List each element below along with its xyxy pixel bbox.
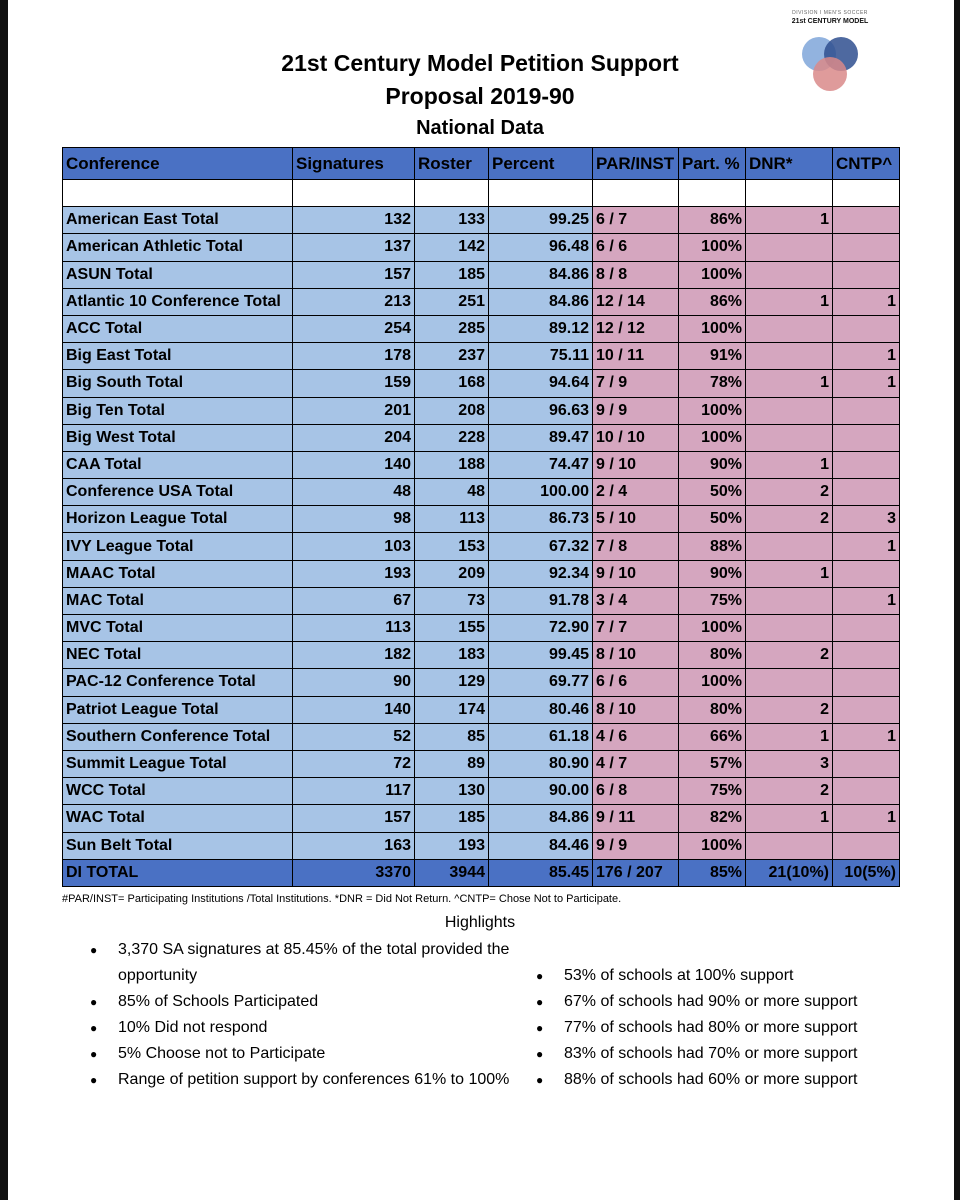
table-cell: 7 / 7: [593, 615, 679, 642]
table-cell: IVY League Total: [63, 533, 293, 560]
table-cell: 208: [415, 397, 489, 424]
table-cell: 12 / 12: [593, 315, 679, 342]
table-cell: 91%: [679, 343, 746, 370]
table-cell: [746, 261, 833, 288]
table-cell: 2: [746, 506, 833, 533]
table-row: [63, 479, 900, 506]
total-row: [63, 859, 900, 886]
table-cell: Southern Conference Total: [63, 723, 293, 750]
table-cell: 75.11: [489, 343, 593, 370]
table-cell: 213: [293, 288, 415, 315]
total-cell: 21(10%): [746, 859, 833, 886]
table-cell: 67.32: [489, 533, 593, 560]
total-cell: 3944: [415, 859, 489, 886]
table-cell: 61.18: [489, 723, 593, 750]
table-row: [63, 750, 900, 777]
list-item: ● 67% of schools had 90% or more support: [536, 989, 916, 1015]
left-edge: [0, 0, 8, 1200]
table-cell: 89: [415, 750, 489, 777]
footnote: #PAR/INST= Participating Institutions /Total Institutions. *DNR = Did Not Return. ^CNTP= Chose Not to Participate.: [62, 893, 622, 905]
table-cell: [746, 669, 833, 696]
table-row: [63, 261, 900, 288]
table-cell: 78%: [679, 370, 746, 397]
table-cell: 10 / 10: [593, 424, 679, 451]
page-title: 21st Century Model Petition Support: [281, 50, 679, 76]
table-cell: [833, 560, 900, 587]
table-cell: 89.47: [489, 424, 593, 451]
table-cell: [833, 642, 900, 669]
table-cell: 90%: [679, 560, 746, 587]
table-cell: [833, 261, 900, 288]
total-cell: 85%: [679, 859, 746, 886]
table-cell: 142: [415, 234, 489, 261]
table-cell: 1: [746, 560, 833, 587]
table-cell: 193: [293, 560, 415, 587]
table-row: [63, 424, 900, 451]
table-row: [63, 315, 900, 342]
table-row: [63, 615, 900, 642]
column-header: Signatures: [293, 148, 415, 180]
table-cell: [746, 587, 833, 614]
table-cell: 174: [415, 696, 489, 723]
table-cell: 12 / 14: [593, 288, 679, 315]
table-cell: 113: [415, 506, 489, 533]
table-cell: 90.00: [489, 778, 593, 805]
table-row: [63, 805, 900, 832]
table-cell: Big Ten Total: [63, 397, 293, 424]
list-item: ● 10% Did not respond: [90, 1015, 510, 1041]
table-cell: [746, 397, 833, 424]
page-title-line2: Proposal 2019-90: [385, 83, 575, 109]
table-cell: 10 / 11: [593, 343, 679, 370]
table-cell: 9 / 10: [593, 560, 679, 587]
table-cell: 251: [415, 288, 489, 315]
table-row: [63, 397, 900, 424]
table-cell: 96.48: [489, 234, 593, 261]
table-cell: 6 / 8: [593, 778, 679, 805]
column-header: Part. %: [679, 148, 746, 180]
table-cell: 2 / 4: [593, 479, 679, 506]
table-cell: 1: [833, 343, 900, 370]
table-cell: 100%: [679, 424, 746, 451]
table-cell: 157: [293, 261, 415, 288]
highlights-right-list: [536, 963, 916, 1093]
table-cell: 182: [293, 642, 415, 669]
table-cell: 168: [415, 370, 489, 397]
table-cell: [833, 234, 900, 261]
table-cell: 80%: [679, 696, 746, 723]
highlights-left-list: [90, 937, 510, 1093]
conference-data-table: [62, 147, 900, 887]
table-cell: 99.25: [489, 207, 593, 234]
table-cell: 153: [415, 533, 489, 560]
table-cell: 237: [415, 343, 489, 370]
table-cell: American East Total: [63, 207, 293, 234]
table-cell: Atlantic 10 Conference Total: [63, 288, 293, 315]
table-cell: 159: [293, 370, 415, 397]
table-cell: American Athletic Total: [63, 234, 293, 261]
table-cell: 201: [293, 397, 415, 424]
table-cell: 72.90: [489, 615, 593, 642]
table-cell: 67: [293, 587, 415, 614]
table-cell: 185: [415, 261, 489, 288]
table-cell: 163: [293, 832, 415, 859]
table-cell: 209: [415, 560, 489, 587]
table-cell: 2: [746, 479, 833, 506]
table-cell: 3: [833, 506, 900, 533]
table-cell: 80%: [679, 642, 746, 669]
table-cell: [746, 533, 833, 560]
table-cell: WCC Total: [63, 778, 293, 805]
table-cell: 74.47: [489, 451, 593, 478]
table-cell: ACC Total: [63, 315, 293, 342]
table-cell: 155: [415, 615, 489, 642]
table-cell: Big West Total: [63, 424, 293, 451]
table-cell: [746, 343, 833, 370]
table-cell: 91.78: [489, 587, 593, 614]
table-cell: [833, 397, 900, 424]
table-cell: 69.77: [489, 669, 593, 696]
table-cell: 100%: [679, 669, 746, 696]
table-cell: [833, 451, 900, 478]
table-cell: ASUN Total: [63, 261, 293, 288]
table-cell: 1: [833, 370, 900, 397]
table-cell: 88%: [679, 533, 746, 560]
table-cell: 99.45: [489, 642, 593, 669]
table-row: [63, 560, 900, 587]
table-cell: [833, 424, 900, 451]
table-cell: Patriot League Total: [63, 696, 293, 723]
table-cell: 1: [833, 288, 900, 315]
table-cell: NEC Total: [63, 642, 293, 669]
column-header: Conference: [63, 148, 293, 180]
blank-row: [63, 180, 900, 207]
table-cell: [833, 669, 900, 696]
table-cell: 100%: [679, 261, 746, 288]
list-item: ● 85% of Schools Participated: [90, 989, 510, 1015]
table-row: [63, 370, 900, 397]
table-cell: 86%: [679, 288, 746, 315]
column-header: DNR*: [746, 148, 833, 180]
table-cell: Big East Total: [63, 343, 293, 370]
table-row: [63, 778, 900, 805]
table-cell: [746, 315, 833, 342]
table-cell: 9 / 9: [593, 397, 679, 424]
table-cell: [833, 750, 900, 777]
table-cell: 7 / 9: [593, 370, 679, 397]
table-cell: 6 / 7: [593, 207, 679, 234]
table-cell: 8 / 10: [593, 642, 679, 669]
logo-subtitle: DIVISION I MEN'S SOCCER: [792, 10, 868, 16]
table-cell: 5 / 10: [593, 506, 679, 533]
column-header: Percent: [489, 148, 593, 180]
table-row: [63, 669, 900, 696]
table-cell: 9 / 9: [593, 832, 679, 859]
table-cell: 1: [833, 587, 900, 614]
table-cell: 1: [746, 288, 833, 315]
table-cell: 96.63: [489, 397, 593, 424]
table-cell: 100%: [679, 234, 746, 261]
table-cell: [833, 207, 900, 234]
table-cell: 157: [293, 805, 415, 832]
table-cell: [746, 424, 833, 451]
table-cell: 75%: [679, 778, 746, 805]
table-cell: 84.86: [489, 261, 593, 288]
table-cell: 183: [415, 642, 489, 669]
table-cell: 84.46: [489, 832, 593, 859]
table-row: [63, 533, 900, 560]
table-row: [63, 234, 900, 261]
table-cell: [833, 778, 900, 805]
table-cell: 4 / 6: [593, 723, 679, 750]
table-cell: 2: [746, 642, 833, 669]
table-cell: 140: [293, 696, 415, 723]
table-cell: 48: [415, 479, 489, 506]
table-cell: 117: [293, 778, 415, 805]
table-cell: 86.73: [489, 506, 593, 533]
table-cell: MAC Total: [63, 587, 293, 614]
table-cell: 94.64: [489, 370, 593, 397]
table-cell: [746, 832, 833, 859]
table-cell: 2: [746, 696, 833, 723]
table-cell: 85: [415, 723, 489, 750]
table-cell: 90%: [679, 451, 746, 478]
table-row: [63, 451, 900, 478]
list-item: ● 3,370 SA signatures at 85.45% of the total provided the opportunity: [90, 937, 510, 989]
table-cell: [833, 832, 900, 859]
table-cell: 100.00: [489, 479, 593, 506]
list-item: ● 83% of schools had 70% or more support: [536, 1041, 916, 1067]
table-cell: 82%: [679, 805, 746, 832]
table-cell: 1: [833, 805, 900, 832]
table-row: [63, 587, 900, 614]
total-cell: 176 / 207: [593, 859, 679, 886]
logo-title: 21st CENTURY MODEL: [791, 18, 869, 25]
table-cell: 9 / 11: [593, 805, 679, 832]
table-cell: [833, 315, 900, 342]
table-cell: 98: [293, 506, 415, 533]
table-cell: 130: [415, 778, 489, 805]
table-cell: 185: [415, 805, 489, 832]
table-cell: [746, 615, 833, 642]
table-cell: Horizon League Total: [63, 506, 293, 533]
table-cell: 80.90: [489, 750, 593, 777]
table-cell: 228: [415, 424, 489, 451]
table-cell: Summit League Total: [63, 750, 293, 777]
total-cell: 3370: [293, 859, 415, 886]
list-item: ● 53% of schools at 100% support: [536, 963, 916, 989]
table-cell: WAC Total: [63, 805, 293, 832]
table-row: [63, 642, 900, 669]
table-cell: 50%: [679, 479, 746, 506]
table-cell: 1: [746, 805, 833, 832]
table-cell: Sun Belt Total: [63, 832, 293, 859]
table-cell: 84.86: [489, 288, 593, 315]
table-cell: 1: [746, 207, 833, 234]
list-item: ● 77% of schools had 80% or more support: [536, 1015, 916, 1041]
highlights-title: Highlights: [444, 914, 516, 931]
list-item: ● 5% Choose not to Participate: [90, 1041, 510, 1067]
table-header-row: [63, 148, 900, 180]
table-cell: 66%: [679, 723, 746, 750]
table-cell: 178: [293, 343, 415, 370]
table-cell: 132: [293, 207, 415, 234]
table-cell: 254: [293, 315, 415, 342]
table-cell: 1: [746, 723, 833, 750]
table-cell: 1: [833, 533, 900, 560]
table-cell: CAA Total: [63, 451, 293, 478]
column-header: PAR/INST: [593, 148, 679, 180]
table-cell: 100%: [679, 832, 746, 859]
table-cell: Conference USA Total: [63, 479, 293, 506]
table-cell: [833, 479, 900, 506]
table-cell: 86%: [679, 207, 746, 234]
table-cell: MAAC Total: [63, 560, 293, 587]
table-cell: 90: [293, 669, 415, 696]
table-cell: 204: [293, 424, 415, 451]
column-header: Roster: [415, 148, 489, 180]
table-cell: 80.46: [489, 696, 593, 723]
table-cell: 3: [746, 750, 833, 777]
table-cell: 140: [293, 451, 415, 478]
total-cell: 10(5%): [833, 859, 900, 886]
table-cell: 72: [293, 750, 415, 777]
table-cell: 100%: [679, 315, 746, 342]
page-subtitle: National Data: [416, 117, 544, 139]
table-row: [63, 207, 900, 234]
table-cell: 9 / 10: [593, 451, 679, 478]
table-cell: PAC-12 Conference Total: [63, 669, 293, 696]
table-cell: 57%: [679, 750, 746, 777]
table-cell: 103: [293, 533, 415, 560]
table-cell: MVC Total: [63, 615, 293, 642]
table-cell: 50%: [679, 506, 746, 533]
list-item: ● Range of petition support by conferences 61% to 100%: [90, 1067, 510, 1093]
table-cell: 137: [293, 234, 415, 261]
column-header: CNTP^: [833, 148, 900, 180]
table-cell: 8 / 10: [593, 696, 679, 723]
venn-diagram-icon: [795, 30, 865, 100]
table-row: [63, 723, 900, 750]
table-row: [63, 696, 900, 723]
table-cell: 8 / 8: [593, 261, 679, 288]
table-cell: 4 / 7: [593, 750, 679, 777]
table-cell: 6 / 6: [593, 669, 679, 696]
table-cell: 113: [293, 615, 415, 642]
table-cell: 2: [746, 778, 833, 805]
table-row: [63, 832, 900, 859]
table-cell: 1: [746, 451, 833, 478]
table-cell: 100%: [679, 397, 746, 424]
table-cell: 6 / 6: [593, 234, 679, 261]
table-cell: 285: [415, 315, 489, 342]
table-cell: [833, 615, 900, 642]
logo: [780, 10, 880, 100]
table-cell: 100%: [679, 615, 746, 642]
table-cell: 75%: [679, 587, 746, 614]
table-cell: 188: [415, 451, 489, 478]
table-cell: 1: [833, 723, 900, 750]
table-cell: [746, 234, 833, 261]
table-cell: 133: [415, 207, 489, 234]
table-cell: 84.86: [489, 805, 593, 832]
table-cell: 73: [415, 587, 489, 614]
table-row: [63, 343, 900, 370]
table-cell: 1: [746, 370, 833, 397]
table-cell: 92.34: [489, 560, 593, 587]
table-cell: 3 / 4: [593, 587, 679, 614]
right-edge: [954, 0, 960, 1200]
table-cell: [833, 696, 900, 723]
table-cell: 7 / 8: [593, 533, 679, 560]
table-cell: 89.12: [489, 315, 593, 342]
table-cell: Big South Total: [63, 370, 293, 397]
total-cell: DI TOTAL: [63, 859, 293, 886]
table-cell: 193: [415, 832, 489, 859]
table-cell: 48: [293, 479, 415, 506]
list-item: ● 88% of schools had 60% or more support: [536, 1067, 916, 1093]
table-row: [63, 288, 900, 315]
table-cell: 52: [293, 723, 415, 750]
total-cell: 85.45: [489, 859, 593, 886]
table-cell: 129: [415, 669, 489, 696]
table-row: [63, 506, 900, 533]
